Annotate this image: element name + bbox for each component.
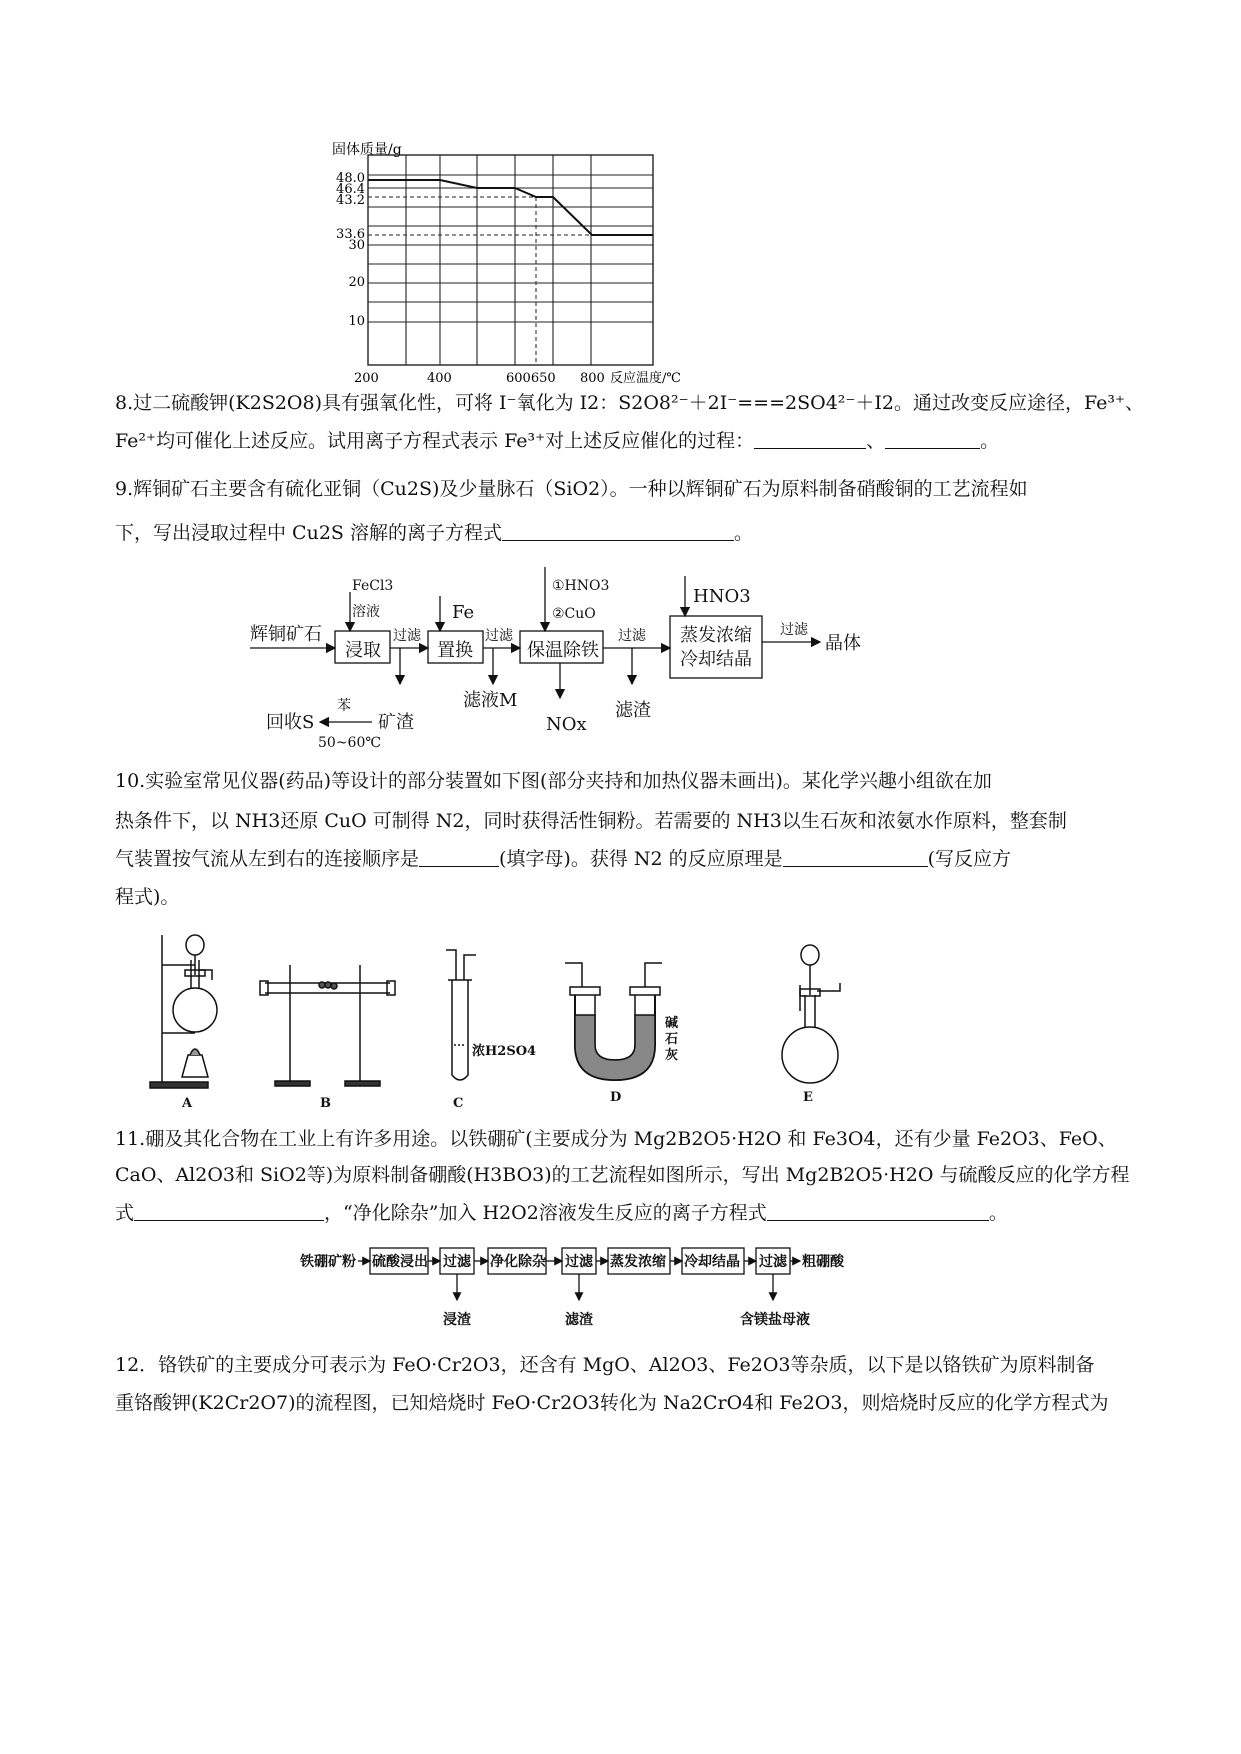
apparatus-d	[565, 963, 662, 1080]
flow1-filter-1: 过滤	[393, 628, 421, 644]
apparatus-label-b: B	[320, 1096, 331, 1111]
chart-reference-lines	[368, 188, 592, 365]
flow2-start: 铁硼矿粉	[300, 1254, 356, 1270]
flow1-raw-ore: 辉铜矿石	[250, 624, 322, 645]
q8-line2	[115, 428, 999, 454]
xtick-800: 800	[580, 371, 605, 386]
flow2-output-3: 含镁盐母液	[740, 1312, 810, 1328]
flow2-step-4: 过滤	[565, 1254, 593, 1270]
xtick-200: 200	[354, 371, 379, 386]
flow2-end: 粗硼酸	[802, 1254, 844, 1270]
apparatus-b	[260, 965, 395, 1086]
chart-ylabel: 固体质量/g	[332, 142, 402, 158]
flow2-step-6: 冷却结晶	[684, 1254, 740, 1270]
q10-line3-end: (写反应方	[927, 848, 1012, 870]
flow1-hno3-1: ①HNO3	[552, 578, 610, 594]
ytick-48: 48.0	[336, 171, 365, 186]
apparatus-label-a: A	[182, 1096, 193, 1111]
q8-blank-2[interactable]	[885, 430, 980, 449]
apparatus-label-d: D	[610, 1090, 622, 1105]
q8-line2-text: Fe²⁺均可催化上述反应。试用离子方程式表示 Fe³⁺对上述反应催化的过程：	[115, 430, 755, 452]
flow1-cool: 冷却结晶	[680, 649, 752, 670]
ytick-10: 10	[348, 314, 365, 329]
flow1-replace: 置换	[437, 640, 473, 661]
mass-temperature-chart	[330, 140, 710, 385]
q12-line2: 重铬酸钾(K2Cr2O7)的流程图，已知焙烧时 FeO·Cr2O3转化为 Na2CrO4和 Fe2O3，则焙烧时反应的化学方程式为	[115, 1392, 1109, 1414]
soda-lime-1: 碱	[665, 1016, 679, 1031]
chart-xticks	[354, 370, 681, 386]
flow1-hno3-2: HNO3	[693, 586, 751, 607]
q11-line2: CaO、Al2O3和 SiO2等)为原料制备硼酸(H3BO3)的工艺流程如图所示，写出 Mg2B2O5·H2O 与硫酸反应的化学方程	[115, 1164, 1130, 1186]
flow1-fecl3: FeCl3	[352, 578, 394, 594]
soda-lime-3: 灰	[665, 1048, 679, 1063]
flow1-filtrate-m: 滤液M	[463, 690, 518, 711]
apparatus-e	[782, 945, 840, 1083]
flow1-remove-fe: 保温除铁	[527, 640, 599, 661]
flow2-step-1: 硫酸浸出	[372, 1254, 428, 1270]
flow1-filter-2: 过滤	[485, 628, 513, 644]
soda-lime-2: 石	[665, 1032, 679, 1047]
q9-blank[interactable]	[502, 522, 734, 541]
q10-blank-2[interactable]	[783, 848, 928, 867]
q11-line3-mid: ，“净化除杂”加入 H2O2溶液发生反应的离子方程式	[324, 1202, 767, 1224]
xtick-600650: 600650	[506, 371, 556, 386]
q9-end: 。	[733, 522, 753, 544]
q10-line3	[115, 846, 1011, 872]
flow2-step-3: 净化除杂	[490, 1254, 546, 1270]
q8-sep: 、	[866, 430, 886, 452]
boric-acid-flowchart	[300, 1240, 860, 1335]
q11-blank-2[interactable]	[767, 1202, 989, 1221]
q11-line3-text: 式	[115, 1202, 135, 1224]
apparatus-a	[150, 935, 217, 1088]
chart-xlabel: 反应温度/℃	[610, 371, 681, 386]
flow1-fe: Fe	[452, 602, 475, 623]
apparatus-label-e: E	[803, 1090, 813, 1105]
flow1-filter-3: 过滤	[618, 628, 646, 644]
xtick-400: 400	[427, 371, 452, 386]
flow1-evap: 蒸发浓缩	[680, 625, 752, 646]
ytick-46-4: 46.4	[336, 182, 365, 197]
flow2-step-2: 过滤	[443, 1254, 471, 1270]
flow1-leach: 浸取	[345, 640, 381, 661]
q10-line3-mid: (填字母)。获得 N2 的反应原理是	[499, 848, 783, 870]
q10-blank-1[interactable]	[419, 848, 499, 867]
ytick-33-6: 33.6	[336, 227, 365, 242]
q12-line1: 12．铬铁矿的主要成分可表示为 FeO·Cr2O3，还含有 MgO、Al2O3、Fe2O3等杂质，以下是以铬铁矿为原料制备	[115, 1354, 1095, 1376]
q9-line2-text: 下，写出浸取过程中 Cu2S 溶解的离子方程式	[115, 522, 502, 544]
q11-blank-1[interactable]	[134, 1202, 324, 1221]
q10-line3-text: 气装置按气流从左到右的连接顺序是	[115, 848, 420, 870]
flow1-ore-residue: 矿渣	[378, 712, 414, 733]
q11-line3-end: 。	[988, 1202, 1008, 1224]
q8-blank-1[interactable]	[754, 430, 866, 449]
flow1-benzene: 苯	[337, 698, 351, 714]
q10-line2: 热条件下，以 NH3还原 CuO 可制得 N2，同时获得活性铜粉。若需要的 NH3以生石灰和浓氨水作原料，整套制	[115, 810, 1067, 832]
q9-line1: 9.辉铜矿石主要含有硫化亚铜（Cu2S)及少量脉石（SiO2）。一种以辉铜矿石为原料制备硝酸铜的工艺流程如	[115, 478, 1028, 500]
q8-line1: 8.过二硫酸钾(K2S2O8)具有强氧化性，可将 I⁻氧化为 I2：S2O8²⁻＋2I⁻===2SO4²⁻＋I2。通过改变反应途径，Fe³⁺、	[115, 392, 1145, 414]
apparatus-label-c: C	[453, 1096, 464, 1111]
q11-line1: 11.硼及其化合物在工业上有许多用途。以铁硼矿(主要成分为 Mg2B2O5·H2O 和 Fe3O4，还有少量 Fe2O3、FeO、	[115, 1128, 1117, 1150]
flow1-solution: 溶液	[352, 604, 380, 620]
flow2-output-1: 浸渣	[443, 1312, 471, 1328]
q10-line1: 10.实验室常见仪器(药品)等设计的部分装置如下图(部分夹持和加热仪器未画出)。某化学兴趣小组欲在加	[115, 770, 992, 792]
copper-nitrate-flowchart	[250, 562, 950, 757]
flow1-temp: 50~60℃	[318, 735, 382, 751]
flow2-step-5: 蒸发浓缩	[610, 1254, 666, 1270]
apparatus-figure	[150, 925, 870, 1115]
flow1-filter-4: 过滤	[780, 622, 808, 638]
apparatus-acid-label: 浓H2SO4	[472, 1044, 537, 1059]
q11-line3	[115, 1200, 1008, 1226]
flow2-step-7: 过滤	[759, 1254, 787, 1270]
flow1-crystal: 晶体	[825, 633, 861, 654]
apparatus-c	[446, 950, 476, 1080]
flow1-nox: NOx	[546, 714, 587, 735]
chart-grid	[368, 155, 653, 365]
q8-end: 。	[980, 430, 1000, 452]
flow1-residue: 滤渣	[615, 700, 651, 721]
chart-yticks	[336, 171, 365, 329]
ytick-30: 30	[348, 238, 365, 253]
flow2-output-2: 滤渣	[565, 1312, 593, 1328]
ytick-20: 20	[348, 275, 365, 290]
q10-line4: 程式)。	[115, 886, 180, 908]
q9-line2	[115, 520, 753, 546]
flow1-cuo: ②CuO	[552, 606, 596, 622]
ytick-43-2: 43.2	[336, 193, 365, 208]
flow1-recover-s: 回收S	[266, 712, 315, 733]
